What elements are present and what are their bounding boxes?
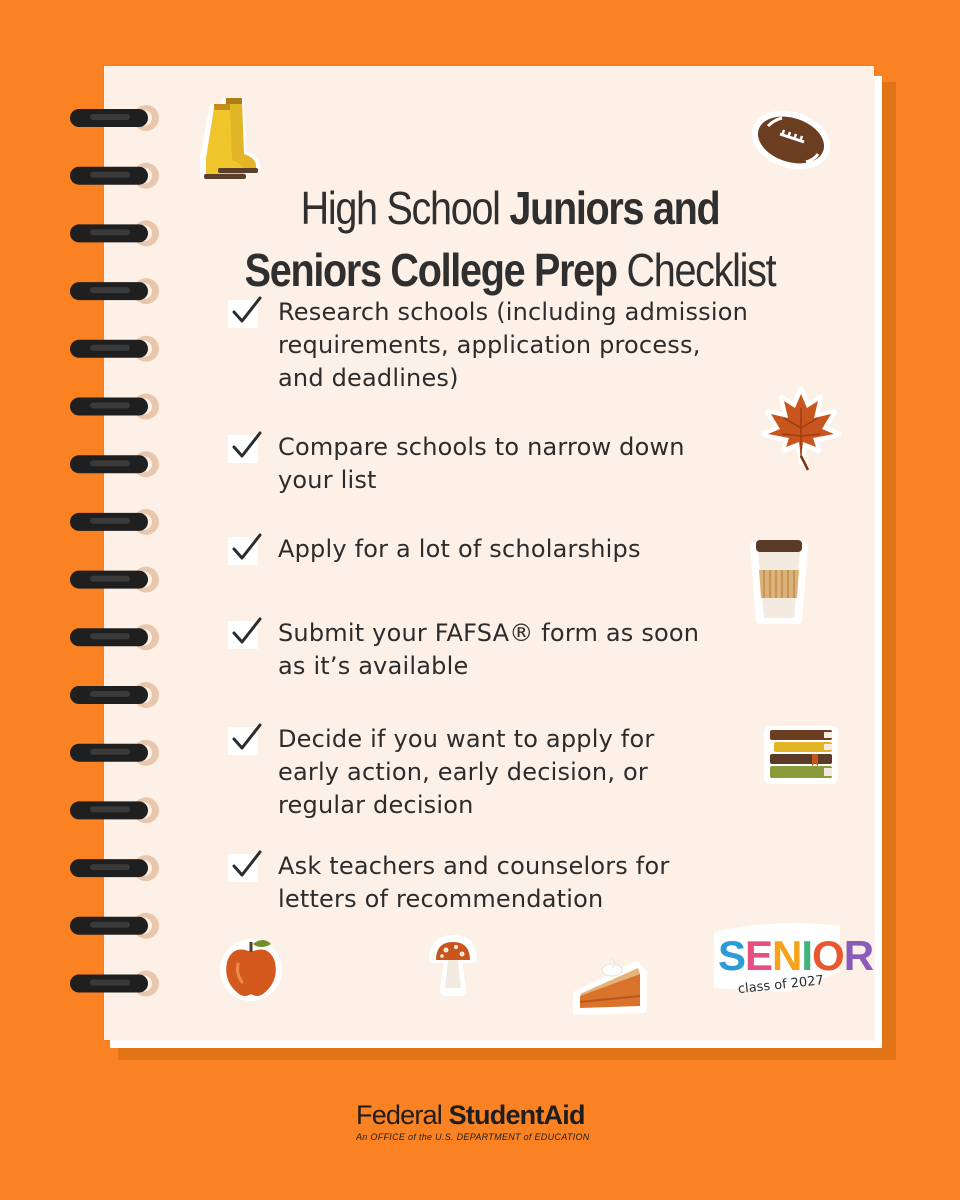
senior-letter: S bbox=[718, 932, 746, 979]
checkmark-icon bbox=[228, 537, 258, 565]
senior-letter: R bbox=[843, 932, 874, 979]
checklist-item bbox=[228, 533, 828, 566]
mushroom-icon bbox=[428, 934, 478, 996]
brand-word-student: Student bbox=[448, 1100, 544, 1130]
checklist-item-line: Submit your FAFSA® form as soon bbox=[278, 619, 700, 647]
football-icon bbox=[750, 108, 832, 172]
books-stack-icon bbox=[762, 724, 840, 786]
checklist-item-line: requirements, application process, bbox=[278, 331, 701, 359]
checklist-item bbox=[228, 431, 828, 497]
senior-letter: I bbox=[801, 932, 813, 979]
checkmark-icon bbox=[228, 435, 258, 463]
checklist-item-line: regular decision bbox=[278, 791, 474, 819]
checklist-item-line: Research schools (including admission bbox=[278, 298, 749, 326]
checklist-item-line: early action, early decision, or bbox=[278, 758, 648, 786]
brand-word-aid: Aid bbox=[543, 1100, 585, 1130]
checklist bbox=[228, 296, 828, 916]
svg-text:SENIOR bbox=[718, 932, 874, 979]
brand-tagline: An OFFICE of the U.S. DEPARTMENT of EDUCATION bbox=[356, 1132, 590, 1142]
maple-leaf-icon bbox=[762, 388, 840, 472]
page-title bbox=[235, 177, 785, 301]
brand-name bbox=[356, 1100, 606, 1130]
footer-logo bbox=[356, 1100, 606, 1142]
checklist-item-line: Ask teachers and counselors for bbox=[278, 852, 670, 880]
coffee-cup-icon bbox=[746, 536, 812, 624]
brand-word-federal: Federal bbox=[356, 1100, 442, 1130]
senior-letter: O bbox=[812, 932, 844, 979]
title-part-4: Checklist bbox=[616, 243, 776, 296]
checklist-item bbox=[228, 850, 828, 916]
senior-class-text: class of 2027 bbox=[737, 973, 825, 998]
title-part-1: High School bbox=[300, 181, 510, 234]
checkmark-icon bbox=[228, 727, 258, 755]
checklist-item bbox=[228, 617, 828, 683]
title-part-3: Seniors College Prep bbox=[244, 243, 617, 296]
checklist-item bbox=[228, 723, 828, 822]
checkmark-icon bbox=[228, 621, 258, 649]
senior-letter: N bbox=[772, 932, 802, 979]
checklist-item bbox=[228, 296, 828, 395]
rain-boots-icon bbox=[196, 92, 280, 184]
title-part-2: Juniors and bbox=[509, 181, 720, 234]
checkmark-icon bbox=[228, 854, 258, 882]
checklist-item-line: Apply for a lot of scholarships bbox=[278, 535, 641, 563]
checklist-item-line: your list bbox=[278, 466, 377, 494]
senior-letter: E bbox=[745, 932, 773, 979]
checklist-item-line: Decide if you want to apply for bbox=[278, 725, 655, 753]
checkmark-icon bbox=[228, 300, 258, 328]
checklist-item-line: and deadlines) bbox=[278, 364, 459, 392]
checklist-item-line: Compare schools to narrow down bbox=[278, 433, 685, 461]
pie-slice-icon bbox=[572, 950, 648, 1018]
checklist-item-line: letters of recommendation bbox=[278, 885, 604, 913]
apple-icon bbox=[218, 930, 284, 1002]
checklist-item-line: as it’s available bbox=[278, 652, 469, 680]
senior-sticker bbox=[708, 918, 874, 1000]
